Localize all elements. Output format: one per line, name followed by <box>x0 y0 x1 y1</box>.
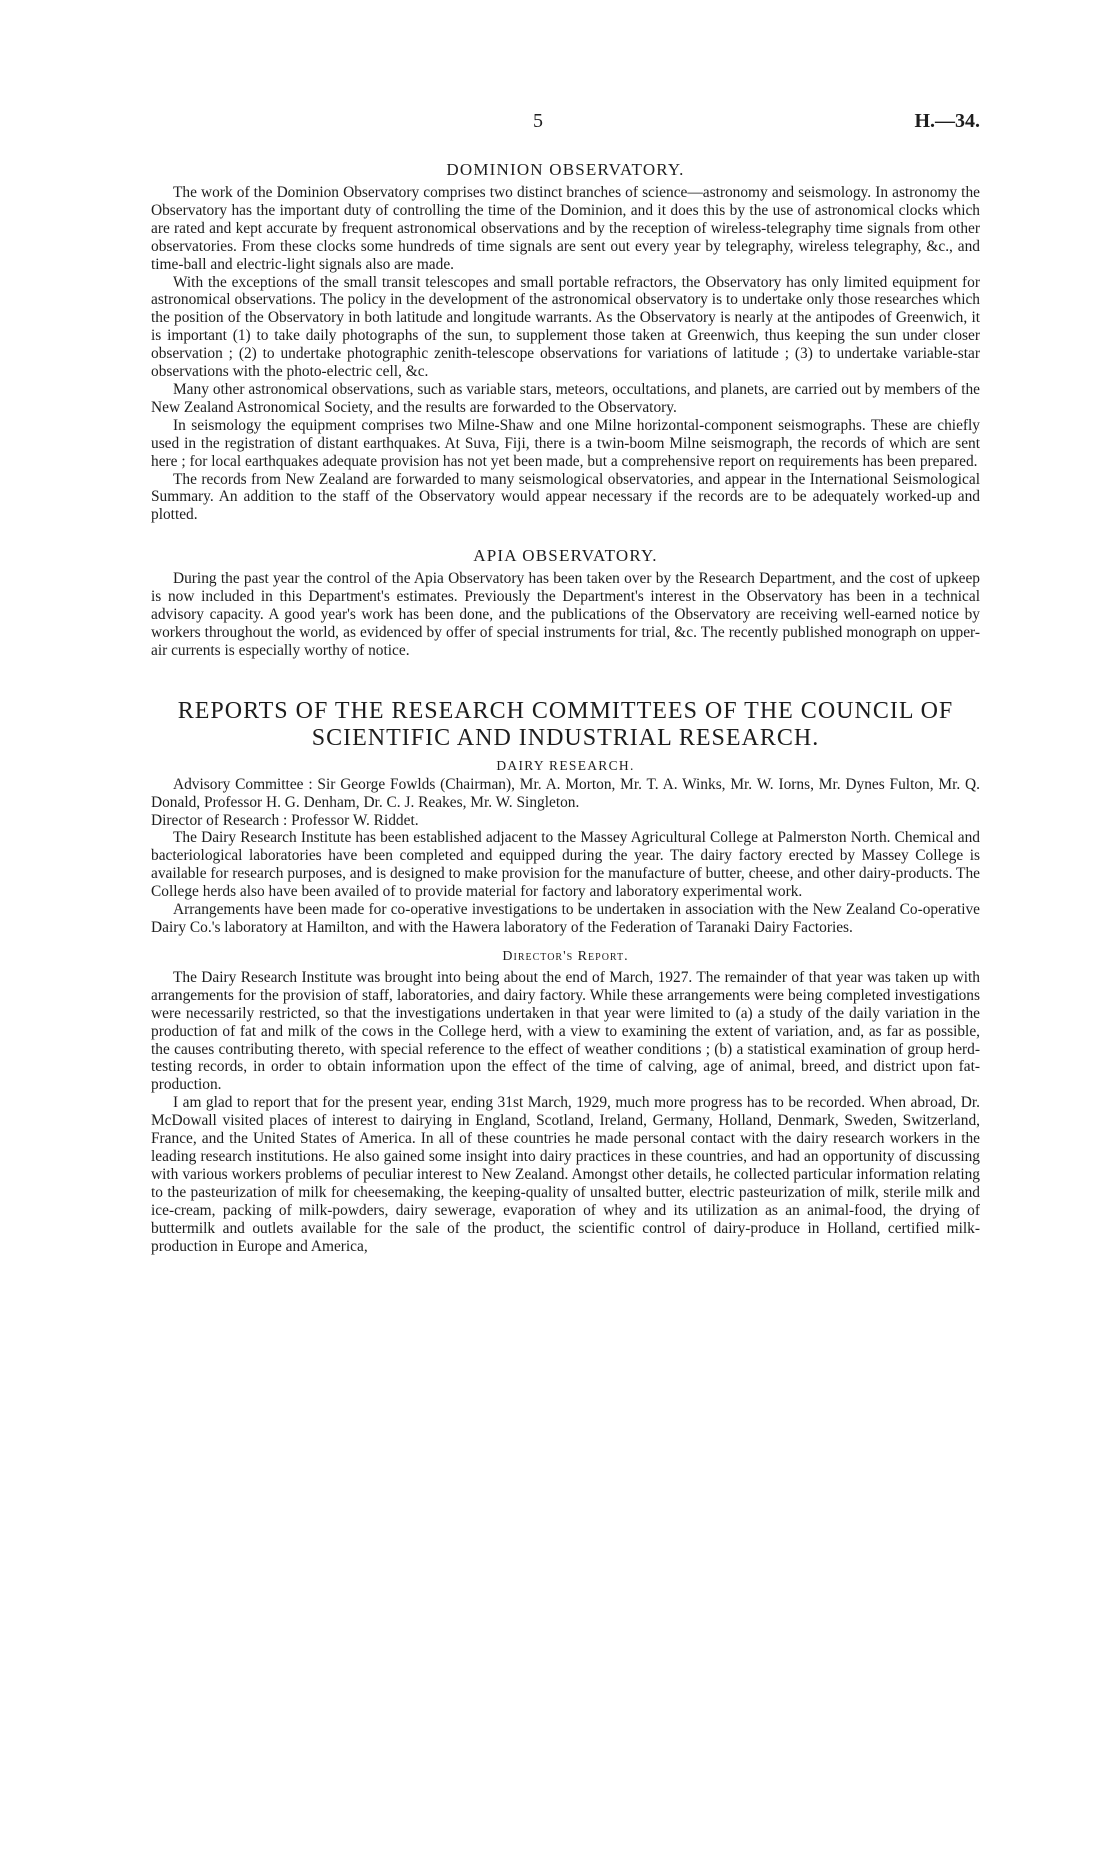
paragraph: The Dairy Research Institute was brought into being about the end of March, 1927. The remainder of that year was taken up with arrangements for the provision of staff, laboratories, and dairy factory. While these arrangements were being completed investigations were necessarily restricted, so that the investigations undertaken in that year were limited to (a) a study of the daily variation in the production of fat and milk of the cows in the College herd, with a view to examining the extent of variation, and, as far as possible, the causes contributing thereto, with special reference to the effect of weather conditions ; (b) a statistical examination of group herd-testing records, in order to obtain information upon the effect of the time of calving, age of animal, breed, and district upon fat-production. <box>151 968 980 1094</box>
paragraph: The work of the Dominion Observatory comprises two distinct branches of science—astronomy and seismology. In astronomy the Observatory has the important duty of controlling the time of the Dominion, and it does this by the use of astronomical clocks which are rated and kept accurate by frequent astronomical observations and by the reception of wireless-telegraphy time signals from other observatories. From these clocks some hundreds of time signals are sent out every year by telegraphy, wireless telegraphy, &c., and time-ball and electric-light signals also are made. <box>151 184 980 273</box>
subsection-heading-dairy: DAIRY RESEARCH. <box>496 757 635 773</box>
research-committees-section <box>151 698 980 1256</box>
page-number: 5 <box>533 110 543 132</box>
document-reference: H.—34. <box>914 110 980 132</box>
document-page <box>151 0 980 1255</box>
paragraph: The records from New Zealand are forwarded to many seismological observatories, and appear in the International Seismological Summary. An addition to the staff of the Observatory would appear necessary if the records are to be adequately worked-up and plotted. <box>151 470 980 524</box>
section-heading-dominion: DOMINION OBSERVATORY. <box>446 160 685 179</box>
reports-heading-line-2: SCIENTIFIC AND INDUSTRIAL RESEARCH. <box>311 724 820 751</box>
directors-report-heading: Director's Report. <box>502 948 629 964</box>
paragraph: In seismology the equipment comprises two Milne-Shaw and one Milne horizontal-component seismographs. These are chiefly used in the registration of distant earthquakes. At Suva, Fiji, there is a twin-boom Milne seismograph, the records of which are sent here ; for local earthquakes adequate provision has not yet been made, but a comprehensive report on requirements has been prepared. <box>151 416 980 470</box>
advisory-committee: Advisory Committee : Sir George Fowlds (Chairman), Mr. A. Morton, Mr. T. A. Winks, Mr. W. Iorns, Mr. Dynes Fulton, Mr. Q. Donald, Professor H. G. Denham, Dr. C. J. Reakes, Mr. W. Singleton. <box>151 775 980 811</box>
reports-heading <box>151 698 980 752</box>
paragraph: Arrangements have been made for co-operative investigations to be undertaken in association with the New Zealand Co-operative Dairy Co.'s laboratory at Hamilton, and with the Hawera laboratory of the Federation of Taranaki Dairy Factories. <box>151 901 980 936</box>
paragraph: The Dairy Research Institute has been established adjacent to the Massey Agricultural College at Palmerston North. Chemical and bacteriological laboratories have been completed and equipped during the year. The dairy factory erected by Massey College is available for research purposes, and is designed to make provision for the manufacture of butter, cheese, and other dairy-products. The College herds also have been availed of to provide material for factory and laboratory experimental work. <box>151 829 980 901</box>
running-header <box>151 0 980 136</box>
dominion-observatory-section <box>151 160 980 524</box>
director-of-research: Director of Research : Professor W. Riddet. <box>151 811 419 829</box>
section-heading-apia: APIA OBSERVATORY. <box>473 546 658 566</box>
reports-heading-line-1: REPORTS OF THE RESEARCH COMMITTEES OF THE COUNCIL OF <box>177 697 954 724</box>
paragraph: With the exceptions of the small transit telescopes and small portable refractors, the Observatory has only limited equipment for astronomical observations. The policy in the development of the astronomical observatory is to undertake only those researches which the position of the Observatory in both latitude and longitude warrants. As the Observatory is nearly at the antipodes of Greenwich, it is important (1) to take daily photographs of the sun, to supplement those taken at Greenwich, thus keeping the sun under closer observation ; (2) to undertake photographic zenith-telescope observations for variations of latitude ; (3) to undertake variable-star observations with the photo-electric cell, &c. <box>151 273 980 381</box>
paragraph: I am glad to report that for the present year, ending 31st March, 1929, much more progress has to be recorded. When abroad, Dr. McDowall visited places of interest to dairying in England, Scotland, Ireland, Germany, Holland, Denmark, Sweden, Switzerland, France, and the United States of America. In all of these countries he made personal contact with the dairy research workers in the leading research institutions. He also gained some insight into dairy practices in these countries, and had an opportunity of discussing with various workers problems of peculiar interest to New Zealand. Amongst other details, he collected particular information relating to the pasteurization of milk for cheesemaking, the keeping-quality of unsalted butter, electric pasteurization of milk, sterile milk and ice-cream, packing of milk-powders, dairy sewerage, evaporation of whey and its utilization as an animal-food, the drying of buttermilk and outlets available for the sale of the product, the scientific control of dairy-produce in Holland, certified milk-production in Europe and America, <box>151 1094 980 1255</box>
paragraph: Many other astronomical observations, such as variable stars, meteors, occultations, and planets, are carried out by members of the New Zealand Astronomical Society, and the results are forwarded to the Observatory. <box>151 380 980 416</box>
paragraph: During the past year the control of the Apia Observatory has been taken over by the Research Department, and the cost of upkeep is now included in this Department's estimates. Previously the Department's interest in the Observatory has been in a technical advisory capacity. A good year's work has been done, and the publications of the Observatory are receiving well-earned notice by workers throughout the world, as evidenced by offer of special instruments for trial, &c. The recently published monograph on upper-air currents is especially worthy of notice. <box>151 570 980 659</box>
apia-observatory-section <box>151 546 980 660</box>
